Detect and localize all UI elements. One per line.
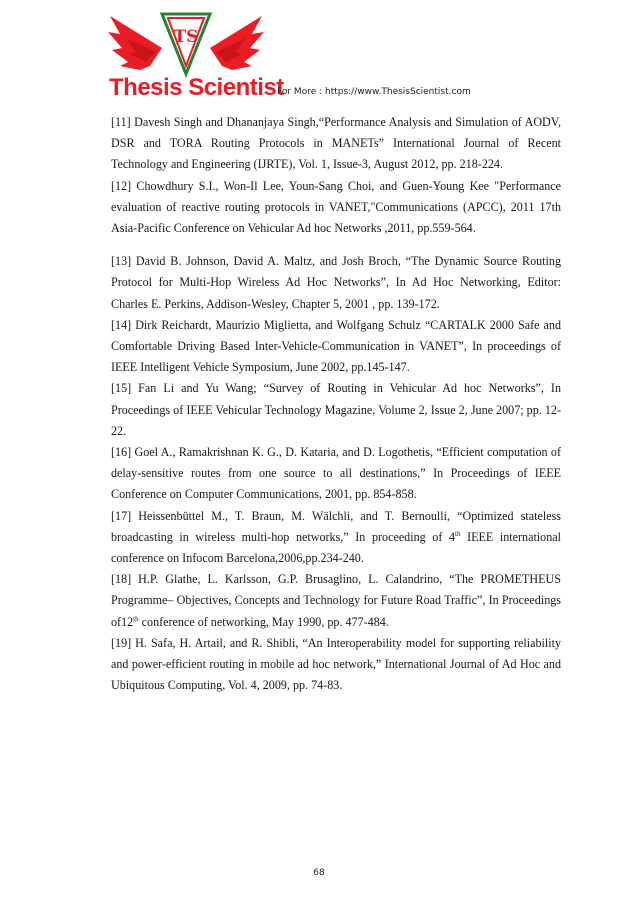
website-link[interactable]: For More : https://www.ThesisScientist.com (277, 87, 471, 97)
ordinal-superscript: th (455, 529, 461, 538)
thesis-scientist-logo (106, 8, 284, 104)
page-header (0, 0, 638, 110)
ordinal-superscript: th (133, 614, 139, 623)
reference-item (111, 506, 561, 570)
logo-monogram: TS (173, 27, 199, 47)
logo-wordmark: Thesis Scientist (109, 74, 284, 101)
reference-item: [16] Goel A., Ramakrishnan K. G., D. Kataria, and D. Logothetis, “Efficient computation of delay-sensitive routes from one source to all destinations,” In Proceedings of IEEE Conference on Computer Communications, 2001, pp. 854-858. (111, 445, 561, 502)
winged-shield-icon (106, 8, 266, 80)
reference-item: [14] Dirk Reichardt, Maurizio Miglietta, and Wolfgang Schulz “CARTALK 2000 Safe and Comfortable Driving Based Inter-Vehicle-Communication in VANET”, In proceedings of IEEE Intelligent Vehicle Symposium, June 2002, pp.145-147. (111, 317, 561, 375)
reference-item: [19] H. Safa, H. Artail, and R. Shibli, “An Interoperability model for supporting reliability and power-efficient routing in mobile ad hoc network,” International Journal of Ad Hoc and Ubiquitous Computing, Vol. 4, 2009, pp. 74-83. (111, 635, 561, 693)
reference-item (111, 569, 561, 633)
reference-item: [11] Davesh Singh and Dhananjaya Singh,“Performance Analysis and Simulation of AODV, DSR and TORA Routing Protocols in MANETs” International Journal of Recent Technology and Engineering (IJRTE), Vol. 1, Issue-3, August 2012, pp. 218-224. (111, 115, 561, 172)
reference-text: conference of networking, May 1990, pp. 477-484. (138, 614, 389, 629)
reference-list (111, 112, 561, 696)
reference-item: [13] David B. Johnson, David A. Maltz, and Josh Broch, “The Dynamic Source Routing Protocol for Multi-Hop Wireless Ad Hoc Networks”, In Ad Hoc Networking, Editor: Charles E. Perkins, Addison-Wesley, Chapter 5, 2001 , pp. 139-172. (111, 254, 561, 311)
reference-text: IEEE international conference on Infocom Barcelona,2006,pp.234-240. (111, 529, 561, 566)
page-number: 68 (313, 868, 325, 878)
reference-item: [15] Fan Li and Yu Wang; “Survey of Routing in Vehicular Ad hoc Networks”, In Proceedings of IEEE Vehicular Technology Magazine, Volume 2, Issue 2, June 2007; pp. 12-22. (111, 381, 561, 438)
reference-text: [17] Heissenbüttel M., T. Braun, M. Wälchli, and T. Bernoulli, “Optimized stateless broadcasting in wireless multi-hop networks,” In proceeding of 4 (111, 508, 561, 544)
reference-text: [18] H.P. Glathe, L. Karlsson, G.P. Brusaglino, L. Calandrino, “The PROMETHEUS Programme– Objectives, Concepts and Technology for Future Road Traffic”, In Proceedings of12 (111, 572, 561, 629)
reference-item: [12] Chowdhury S.I., Won-Il Lee, Youn-Sang Choi, and Guen-Young Kee "Performance evaluation of reactive routing protocols in VANET,"Communications (APCC), 2011 17th Asia-Pacific Conference on Vehicular Ad hoc Networks ,2011, pp.559-564. (111, 178, 561, 236)
